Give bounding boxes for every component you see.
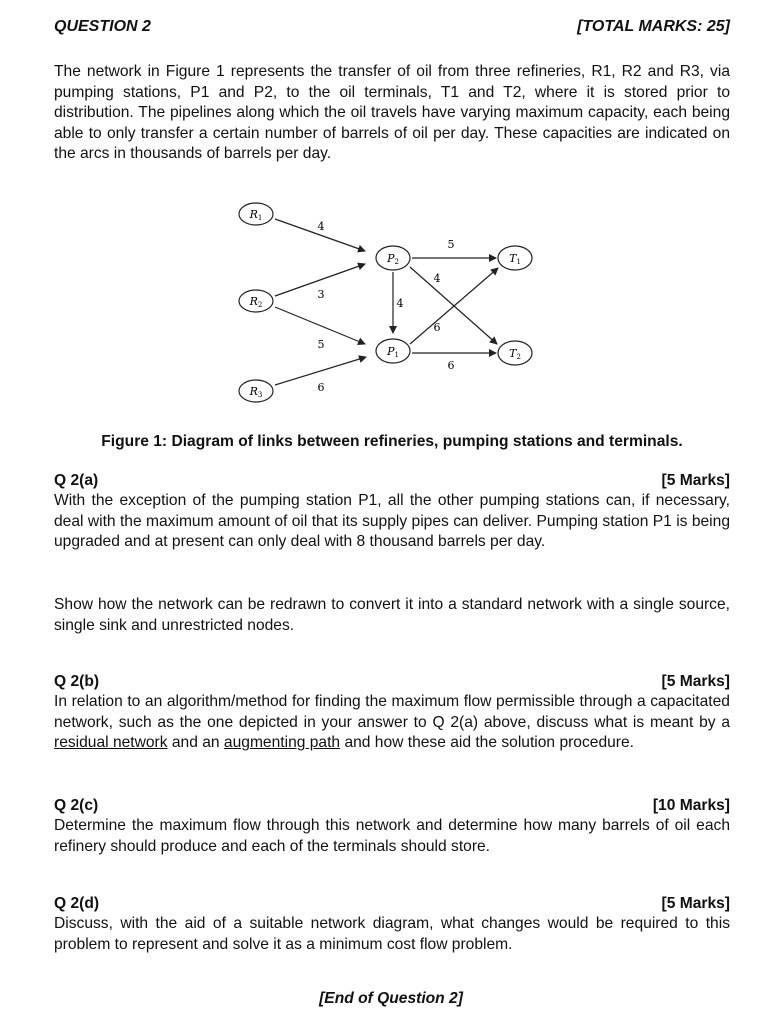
node-r1 [239, 203, 273, 225]
augmenting-path-term: augmenting path [223, 734, 341, 752]
node-t1 [498, 246, 532, 270]
node-p2-sub: 2 [394, 258, 399, 266]
q2c-heading [54, 797, 730, 815]
q2c-text: Determine the maximum flow through this network and determine how many barrels of oil each refinery should produce and each of the terminals should store. [54, 817, 730, 855]
q2a-paragraph-1 [54, 491, 730, 553]
q2c-marks: [10 Marks] [652, 797, 730, 814]
q2b-marks: [5 Marks] [661, 673, 730, 690]
q2a-marks: [5 Marks] [661, 472, 730, 489]
q2b-text [54, 692, 730, 754]
cap-p2-t2: 4 [433, 272, 441, 285]
q2b-text-2: and an [167, 734, 224, 752]
q2b-heading [54, 673, 730, 691]
residual-network-term: residual network [54, 734, 168, 752]
end-of-question: [End of Question 2] [319, 990, 463, 1007]
node-t2-sub: 2 [516, 353, 521, 361]
node-r2-sub: 2 [257, 301, 263, 309]
node-t2-label: T [509, 347, 517, 360]
figure-caption: Figure 1: Diagram of links between refineries, pumping stations and terminals. [101, 433, 683, 450]
cap-r2-p2: 3 [317, 288, 325, 301]
q2d-text: Discuss, with the aid of a suitable network diagram, what changes would be required to this problem to represent and solve it as a minimum cost flow problem. [54, 915, 730, 953]
cap-p2-p1: 4 [396, 297, 404, 310]
cap-p1-t2: 6 [447, 359, 455, 372]
q2d-paragraph [54, 914, 730, 955]
q2b-text-3: and how these aid the solution procedure. [340, 734, 634, 752]
node-p1-sub: 1 [394, 351, 399, 359]
question-title: QUESTION 2 [54, 18, 151, 35]
cap-p1-t1: 6 [433, 321, 441, 334]
q2c-paragraph [54, 816, 730, 857]
q2b-label: Q 2(b) [54, 673, 100, 690]
node-t1-label: T [509, 252, 517, 265]
node-r3 [239, 380, 273, 402]
intro-text: The network in Figure 1 represents the transfer of oil from three refineries, R1, R2 and R3, via pumping stations, P1 and P2, to the oil terminals, T1 and T2, where it is stored prior to distribution. The pipelines along which the oil travels have varying maximum capacity, each being able to only transfer a certain number of barrels of oil per day. These capacities are indicated on the arcs in thousands of barrels per day. [54, 63, 730, 163]
cap-r2-p1: 5 [317, 338, 325, 351]
node-r1-label: R [249, 208, 258, 221]
node-p1 [376, 339, 410, 363]
q2a-paragraph-2 [54, 595, 730, 636]
node-r2 [239, 290, 273, 312]
network-diagram [0, 0, 782, 430]
node-t1-sub: 1 [516, 258, 521, 266]
cap-r3-p1: 6 [317, 381, 325, 394]
total-marks: [TOTAL MARKS: 25] [577, 18, 730, 35]
q2a-label: Q 2(a) [54, 472, 99, 489]
node-r3-sub: 3 [257, 391, 263, 399]
node-r3-label: R [249, 385, 258, 398]
q2b-text-1: In relation to an algorithm/method for finding the maximum flow permissible through a capacitated network, such as the one depicted in your answer to Q 2(a) above, discuss what is meant by a [54, 693, 730, 731]
q2d-marks: [5 Marks] [661, 895, 730, 912]
node-t2 [498, 341, 532, 365]
node-p2-label: P [387, 252, 395, 265]
cap-p2-t1: 5 [447, 238, 455, 251]
q2a-heading [54, 472, 730, 490]
q2a-text-2: Show how the network can be redrawn to convert it into a standard network with a single source, single sink and unrestricted nodes. [54, 596, 730, 634]
q2b-paragraph [54, 692, 730, 754]
q2a-text-1: With the exception of the pumping station P1, all the other pumping stations can, if necessary, deal with the maximum amount of oil that its supply pipes can deliver. Pumping station P1 is being upgraded and at present can only deal with 8 thousand barrels per day. [54, 492, 730, 551]
node-p2 [376, 246, 410, 270]
cap-r1-p2: 4 [317, 220, 325, 233]
q2c-label: Q 2(c) [54, 797, 99, 814]
node-p1-label: P [387, 345, 395, 358]
node-r2-label: R [249, 295, 258, 308]
node-r1-sub: 1 [257, 214, 263, 222]
q2d-heading [54, 895, 730, 913]
q2d-label: Q 2(d) [54, 895, 100, 912]
